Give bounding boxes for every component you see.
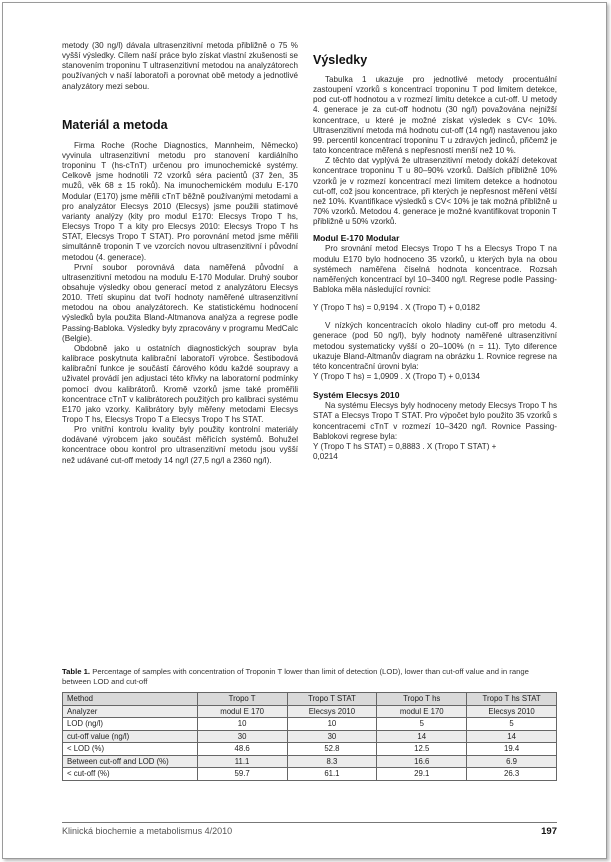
methods-paragraph-4: Pro vnitřní kontrolu kvality byly použity kontrolní materiály dodávané výrobcem jako součást měřicích systémů. Bohužel koncentrace obou kontrol pro ultrasenzitivní metodu jsou vyšší než udávané cut-off metody 14 ng/l (27,5 ng/l a 2360 ng/l).	[62, 425, 298, 465]
table-cell: Analyzer	[63, 705, 198, 718]
table-header-cell: Tropo T hs STAT	[467, 693, 557, 706]
table-row	[63, 705, 557, 718]
elecsys-paragraph: Na systému Elecsys byly hodnoceny metody Elecsys Tropo T hs STAT a Elecsys Tropo T STAT. Pro výpočet bylo použito 35 vzorků s koncentracemi cTnT v rozmezí 10–3420 ng/l. Rovnice Passing-Bablokovi regrese byla:	[313, 401, 557, 441]
table-cell: 10	[197, 718, 287, 731]
subsection-title-e170: Modul E-170 Modular	[313, 233, 400, 244]
table-header-cell: Tropo T	[197, 693, 287, 706]
table-cell: 59.7	[197, 768, 287, 781]
table-cell: Elecsys 2010	[287, 705, 377, 718]
table-cell: 30	[287, 730, 377, 743]
table-cell: modul E 170	[197, 705, 287, 718]
regression-equation-1: Y (Tropo T hs) = 0,9194 . X (Tropo T) + 0,0182	[313, 303, 481, 313]
intro-paragraph: metody (30 ng/l) dávala ultrasenzitivní metoda přibližně o 75 % vyšší výsledky. Cílem naší práce bylo získat vlastní zkušenosti se stanovením troponinu T ultrasenzitivní metodou na analyzátorech používaných v naší laboratoři a porovnat obě metody a jednotlivé analyzátory mezi sebou.	[62, 41, 298, 91]
table-cell: 10	[287, 718, 377, 731]
table-caption-label: Table 1.	[62, 667, 91, 676]
table-cell: 52.8	[287, 743, 377, 756]
regression-equation-2: Y (Tropo T hs) = 1,0909 . X (Tropo T) + 0,0134	[313, 372, 481, 382]
table-cell: 5	[467, 718, 557, 731]
left-column	[62, 41, 298, 466]
table-row	[63, 718, 557, 731]
table-header-row	[63, 693, 557, 706]
table-cell: 6.9	[467, 755, 557, 768]
table-caption	[62, 667, 557, 687]
methods-paragraph-2: První soubor porovnává data naměřená původní a ultrasenzitivní metodou na modulu E-170 Modular. Druhý soubor obsahuje výsledky obou generací metod z analyzátoru Elecsys 2010. Třetí skupinu dat tvoří hodnoty naměřené ultrasenzitivní metodou na obou analyzátorech. Ke statistickému hodnocení výsledků byla použita Bland-Altmanova analýza a regrese podle Passing-Babloka. Výsledky byly zpracovány v programu MedCalc (Belgie).	[62, 262, 298, 343]
table-header-cell: Method	[63, 693, 198, 706]
table-cell: 16.6	[377, 755, 467, 768]
table-cell: 8.3	[287, 755, 377, 768]
results-table	[62, 692, 557, 781]
methods-paragraph-1: Firma Roche (Roche Diagnostics, Mannheim, Německo) vyvinula ultrasenzitivní metodu pro stanovení kardiálního troponinu T (hs-cTnT) určenou pro imunochemické systémy. Celkově jsme hodnotili 72 vzorků séra pacientů (37 žen, 35 mužů, věk 68 ± 15 roků). Na imunochemickém modulu E-170 Modular (E170) jsme měřili cTnT běžně používanými metodami a pro analyzátor Elecsys 2010 (Elecsys) jsme použili statimové varianty analýzy (kity pro modul E170: Elecsys Tropo T hs, Elecsys Tropo T a kity pro Elecsys 2010: Elecsys Tropo T hs STAT, Elecsys Tropo T STAT). Pro porovnání metod jsme měřili simultánně troponin T ve vzorcích novou ultrasenzitivní i původní metodou (4. generace).	[62, 140, 298, 262]
table-caption-text: Percentage of samples with concentration of Troponin T lower than limit of detection (LOD), lower than cut-off value and in range between LOD and cut-off	[62, 667, 529, 686]
table-row	[63, 730, 557, 743]
table-cell: Elecsys 2010	[467, 705, 557, 718]
section-title-results: Výsledky	[313, 53, 368, 67]
table-cell: 29.1	[377, 768, 467, 781]
table-header-cell: Tropo T hs	[377, 693, 467, 706]
table-header-cell: Tropo T STAT	[287, 693, 377, 706]
table-cell: 5	[377, 718, 467, 731]
regression-equation-3-cont: 0,0214	[313, 452, 338, 461]
results-paragraph-2: Z těchto dat vyplývá že ultrasenzitivní metody dokáží detekovat koncentrace troponinu T u 80–90% vzorků. Dalších přibližně 10% vzorků je v rozmezí koncentrací mezi limitem detekce a hodnotou cut-off, což jsou koncentrace, při kterých je nepřesnost měření větší než 10%. Kvantifikace výsledků s CV< 10% je tak možná přibližně u 70% vzorků. Metodou 4. generace je možné kvantifikovat troponin T přibližně u 50% vzorků.	[313, 156, 557, 227]
table-cell: < cut-off (%)	[63, 768, 198, 781]
methods-paragraph-3: Obdobně jako u ostatních diagnostických souprav byla kalibrace poskytnuta kalibrační laboratoří výrobce. Šestibodová kalibrační funkce je součástí čárového kódu každé soupravy a uživatel provádí jen adjustaci této křivky na laboratorní podmínky pomocí dvou kalibrátorů. Kromě vzorků jsme také proměřili koncentrace cTnT v kalibrátorech použitých pro kalibraci systému E170 jako vzorky. Kalibrátory byly měřeny metodami Elecsys Tropo T hs, Elecsys Tropo T a Elecsys Tropo T hs STAT.	[62, 343, 298, 424]
table-cell: 14	[377, 730, 467, 743]
table-cell: 30	[197, 730, 287, 743]
table-cell: cut-off value (ng/l)	[63, 730, 198, 743]
e170-paragraph-2: V nízkých koncentracích okolo hladiny cut-off pro metodu 4. generace (pod 50 ng/l), byly hodnoty naměřené ultrasenzitivní metodou systematicky vyšší o 20–100% (n = 11). Tyto diference ukazuje Bland-Altmanův diagram na obrázku 1. Rovnice regrese na této koncentrační úrovni byla:	[313, 321, 557, 371]
table-cell: 11.1	[197, 755, 287, 768]
table-cell: LOD (ng/l)	[63, 718, 198, 731]
section-title-materials: Materiál a metoda	[62, 117, 168, 132]
table-cell: Between cut-off and LOD (%)	[63, 755, 198, 768]
table-cell: modul E 170	[377, 705, 467, 718]
e170-paragraph-1: Pro srovnání metod Elecsys Tropo T hs a Elecsys Tropo T na modulu E170 bylo hodnoceno 35 vzorků, u kterých byla na obou systémech naměřena číselná hodnota koncentrace. Rozsah naměřených koncentrací byl 10–3400 ng/l. Regrese podle Passing-Babloka měla následující rovnici:	[313, 244, 557, 294]
page-number: 197	[541, 826, 557, 837]
footer-rule	[62, 822, 557, 823]
subsection-title-elecsys: Systém Elecsys 2010	[313, 390, 400, 401]
table-cell: 26.3	[467, 768, 557, 781]
regression-equation-3: Y (Tropo T hs STAT) = 0,8883 . X (Tropo T STAT) +	[313, 441, 497, 451]
table-cell: 14	[467, 730, 557, 743]
table-row	[63, 743, 557, 756]
table-row	[63, 755, 557, 768]
table-row	[63, 768, 557, 781]
results-paragraph-1: Tabulka 1 ukazuje pro jednotlivé metody procentuální zastoupení vzorků s koncentrací troponinu T pod limitem detekce, pod cut-off hodnotou a v rozmezí limitu detekce a cut-off. U metody 4. generace je za cut-off hodnotu (30 ng/l) považována nejnižší koncentrace, u které je možné získat výsledek s CV< 10%. Ultrasenzitivní metoda má hodnotu cut-off (14 ng/l) nastavenou jako 99. percentil koncentrací troponinu T u zdravých jedinců, přičemž je tato koncentrace měřená s nepřesností menší než 10 %.	[313, 75, 557, 156]
table-cell: < LOD (%)	[63, 743, 198, 756]
table-cell: 19.4	[467, 743, 557, 756]
table-cell: 12.5	[377, 743, 467, 756]
right-column	[313, 53, 557, 462]
table-cell: 48.6	[197, 743, 287, 756]
table-cell: 61.1	[287, 768, 377, 781]
journal-name: Klinická biochemie a metabolismus 4/2010	[62, 826, 233, 836]
